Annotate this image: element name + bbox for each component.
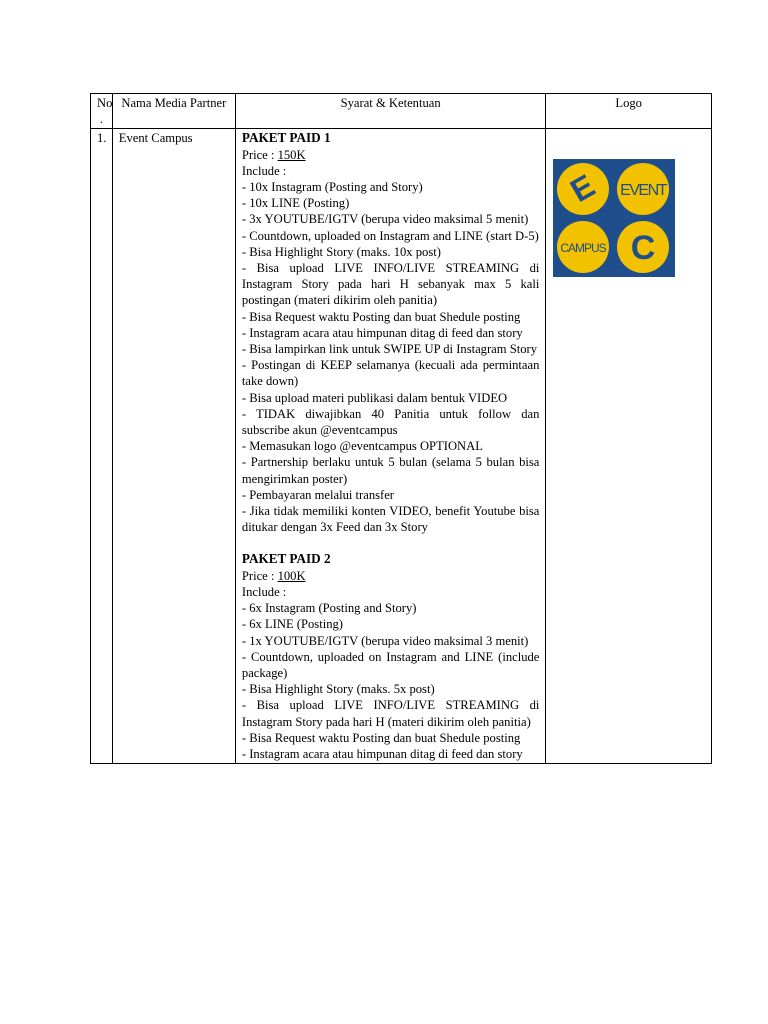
list-item: - Pembayaran melalui transfer	[241, 487, 394, 502]
list-item: - TIDAK diwajibkan 40 Panitia untuk follow dan subscribe akun @eventcampus	[241, 406, 540, 438]
logo-text-event: EVENT	[620, 182, 667, 200]
header-terms: Syarat & Ketentuan	[235, 94, 546, 129]
list-item: - Countdown, uploaded on Instagram and LINE (include package)	[241, 649, 540, 680]
event-campus-logo	[553, 159, 675, 277]
list-item: - Memasukan logo @eventcampus OPTIONAL	[241, 439, 483, 454]
list-item: - 1x YOUTUBE/IGTV (berupa video maksimal 3 menit)	[241, 633, 529, 648]
list-item: - Partnership berlaku untuk 5 bulan (selama 5 bulan bisa mengirimkan poster)	[241, 455, 540, 486]
list-item: - 6x LINE (Posting)	[241, 617, 343, 632]
list-item: - 3x YOUTUBE/IGTV (berupa video maksimal 5 menit)	[241, 212, 529, 227]
row-no: 1.	[91, 129, 113, 764]
list-item: - Postingan di KEEP selamanya (kecuali ada permintaan take down)	[241, 358, 540, 389]
list-item: - Bisa Request waktu Posting dan buat Shedule posting	[241, 730, 521, 745]
list-item: - Bisa upload LIVE INFO/LIVE STREAMING di Instagram Story pada hari H sebanyak max 5 kali postingan (materi dikirim oleh panitia)	[241, 261, 540, 308]
list-item: - Bisa Highlight Story (maks. 10x post)	[241, 244, 441, 259]
package-gap	[242, 535, 540, 551]
table-header-row	[91, 94, 712, 129]
price-value: 100K	[277, 568, 306, 583]
list-item: - Jika tidak memiliki konten VIDEO, benefit Youtube bisa ditukar dengan 3x Feed dan 3x Story	[241, 504, 540, 535]
package-price	[242, 147, 540, 163]
list-item: - 10x LINE (Posting)	[241, 196, 350, 211]
header-no: No .	[91, 94, 113, 129]
list-item: - 10x Instagram (Posting and Story)	[241, 180, 423, 195]
row-terms	[235, 129, 546, 764]
price-label: Price :	[241, 147, 278, 162]
header-name: Nama Media Partner	[112, 94, 235, 129]
package-price	[242, 568, 540, 584]
list-item: - Instagram acara atau himpunan ditag di feed dan story	[241, 325, 523, 340]
row-name: Event Campus	[112, 129, 235, 764]
list-item: - Bisa lampirkan link untuk SWIPE UP di Instagram Story	[241, 342, 538, 357]
include-label: Include :	[241, 163, 287, 178]
include-label: Include :	[241, 584, 287, 599]
packages-list	[242, 130, 540, 762]
price-value: 150K	[277, 147, 306, 162]
list-item: - Instagram acara atau himpunan ditag di feed dan story	[241, 746, 523, 761]
list-item: - 6x Instagram (Posting and Story)	[241, 601, 417, 616]
package-title: PAKET PAID 2	[241, 551, 331, 567]
svg-text:C: C	[631, 229, 656, 268]
header-logo: Logo	[546, 94, 712, 129]
svg-text:E: E	[564, 167, 602, 210]
package-title: PAKET PAID 1	[241, 130, 331, 146]
logo-text-campus: CAMPUS	[560, 241, 607, 256]
table-row	[91, 129, 712, 764]
list-item: - Bisa upload materi publikasi dalam bentuk VIDEO	[241, 390, 508, 405]
row-logo	[546, 129, 712, 764]
price-label: Price :	[241, 568, 278, 583]
media-partner-table	[90, 93, 712, 764]
list-item: - Countdown, uploaded on Instagram and LINE (start D-5)	[241, 228, 539, 243]
list-item: - Bisa upload LIVE INFO/LIVE STREAMING di Instagram Story pada hari H (materi dikirim oleh panitia)	[241, 698, 540, 729]
list-item: - Bisa Request waktu Posting dan buat Shedule posting	[241, 309, 521, 324]
list-item: - Bisa Highlight Story (maks. 5x post)	[241, 682, 435, 697]
